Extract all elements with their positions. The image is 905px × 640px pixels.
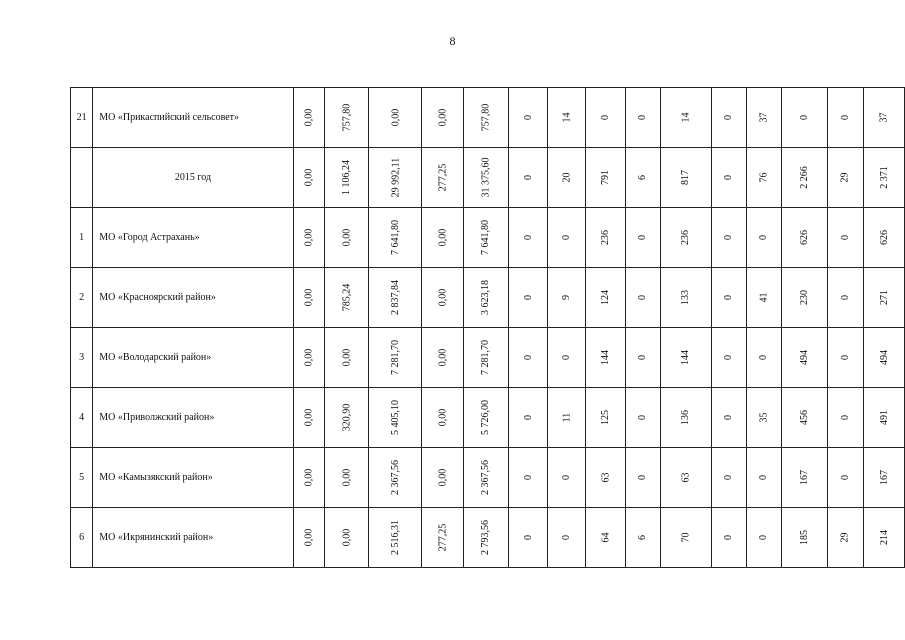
value-text: 0,00 [303, 468, 315, 487]
row-name-cell: МО «Приволжский район» [93, 388, 293, 448]
value-cell [711, 268, 746, 328]
value-cell [463, 208, 509, 268]
value-cell [369, 328, 422, 388]
value-text: 0 [839, 115, 851, 120]
value-cell [827, 148, 863, 208]
value-cell [422, 448, 463, 508]
value-cell [548, 208, 586, 268]
value-cell [782, 448, 828, 508]
value-cell [660, 328, 711, 388]
value-text: 757,80 [480, 103, 492, 132]
value-text: 0 [839, 475, 851, 480]
value-text: 494 [798, 350, 810, 365]
value-text: 7 281,70 [389, 340, 401, 375]
value-text: 0 [758, 235, 770, 240]
value-text: 0 [758, 355, 770, 360]
value-cell [586, 328, 625, 388]
row-name-cell: МО «Камызякский район» [93, 448, 293, 508]
value-cell [422, 508, 463, 568]
value-cell [422, 148, 463, 208]
value-cell [586, 508, 625, 568]
value-text: 133 [680, 290, 692, 305]
value-cell [586, 448, 625, 508]
value-cell [660, 268, 711, 328]
value-cell [369, 148, 422, 208]
value-text: 0 [723, 415, 735, 420]
page-number: 8 [449, 34, 456, 48]
value-text: 0,00 [437, 468, 449, 487]
value-text: 236 [680, 230, 692, 245]
value-text: 0 [522, 175, 534, 180]
value-text: 64 [600, 532, 612, 543]
value-cell [293, 448, 324, 508]
value-text: 0,00 [437, 108, 449, 127]
value-text: 0,00 [389, 108, 401, 127]
value-text: 0 [723, 235, 735, 240]
value-cell [625, 388, 660, 448]
value-cell [827, 388, 863, 448]
value-text: 0 [839, 415, 851, 420]
value-text: 29 [839, 532, 851, 543]
value-cell [548, 508, 586, 568]
value-cell [293, 88, 324, 148]
table-row [71, 388, 905, 448]
value-cell [548, 268, 586, 328]
value-cell [324, 88, 368, 148]
value-text: 167 [878, 470, 890, 485]
data-table [70, 87, 905, 568]
value-text: 70 [680, 532, 692, 543]
value-cell [660, 388, 711, 448]
value-cell [324, 508, 368, 568]
row-name-cell: МО «Володарский район» [93, 328, 293, 388]
value-text: 2 371 [878, 166, 890, 189]
value-cell [463, 508, 509, 568]
value-text: 2 367,56 [480, 460, 492, 495]
value-cell [711, 208, 746, 268]
value-cell [660, 448, 711, 508]
value-text: 0,00 [341, 348, 353, 367]
value-cell [422, 388, 463, 448]
value-text: 37 [878, 112, 890, 123]
value-cell [509, 148, 548, 208]
value-text: 0 [839, 235, 851, 240]
value-cell [463, 148, 509, 208]
value-text: 0 [561, 475, 573, 480]
value-text: 817 [680, 170, 692, 185]
value-text: 0 [723, 175, 735, 180]
value-text: 14 [561, 112, 573, 123]
value-cell [625, 328, 660, 388]
value-text: 124 [600, 290, 612, 305]
value-cell [324, 388, 368, 448]
value-cell [422, 88, 463, 148]
value-cell [586, 268, 625, 328]
value-cell [625, 268, 660, 328]
value-cell [422, 268, 463, 328]
value-cell [422, 328, 463, 388]
value-text: 0 [839, 295, 851, 300]
value-text: 626 [798, 230, 810, 245]
value-cell [586, 208, 625, 268]
value-text: 7 641,80 [389, 220, 401, 255]
value-text: 0 [839, 355, 851, 360]
value-cell [711, 148, 746, 208]
value-cell [864, 148, 905, 208]
value-cell [463, 448, 509, 508]
value-text: 0,00 [303, 348, 315, 367]
value-text: 785,24 [341, 283, 353, 312]
value-cell [827, 88, 863, 148]
value-cell [293, 388, 324, 448]
value-text: 144 [680, 350, 692, 365]
value-text: 0 [637, 415, 649, 420]
value-cell [782, 208, 828, 268]
value-cell [509, 268, 548, 328]
row-name-cell: МО «Красноярский район» [93, 268, 293, 328]
value-text: 31 375,60 [480, 157, 492, 198]
value-text: 63 [600, 472, 612, 483]
value-cell [746, 208, 781, 268]
row-number-cell: 2 [71, 268, 93, 328]
value-text: 277,25 [437, 163, 449, 192]
value-cell [509, 388, 548, 448]
value-cell [324, 268, 368, 328]
value-cell [782, 268, 828, 328]
value-cell [509, 208, 548, 268]
value-cell [625, 448, 660, 508]
value-cell [509, 88, 548, 148]
value-text: 0 [637, 115, 649, 120]
value-text: 125 [600, 410, 612, 425]
value-cell [827, 508, 863, 568]
value-cell [746, 148, 781, 208]
value-cell [369, 448, 422, 508]
value-cell [782, 328, 828, 388]
value-text: 0 [637, 295, 649, 300]
value-text: 6 [637, 535, 649, 540]
value-text: 0 [723, 295, 735, 300]
value-cell [660, 148, 711, 208]
value-text: 0,00 [303, 228, 315, 247]
value-cell [548, 388, 586, 448]
value-text: 0,00 [341, 468, 353, 487]
table-row [71, 148, 905, 208]
value-text: 0 [637, 475, 649, 480]
value-text: 0 [637, 235, 649, 240]
value-text: 2 266 [798, 166, 810, 189]
value-text: 626 [878, 230, 890, 245]
value-cell [711, 388, 746, 448]
value-text: 0,00 [437, 408, 449, 427]
value-cell [463, 388, 509, 448]
value-cell [864, 388, 905, 448]
row-name-cell: МО «Город Астрахань» [93, 208, 293, 268]
table-body [71, 88, 905, 568]
value-text: 0 [561, 235, 573, 240]
value-text: 136 [680, 410, 692, 425]
value-cell [293, 508, 324, 568]
value-text: 63 [680, 472, 692, 483]
value-text: 0 [723, 355, 735, 360]
value-cell [746, 508, 781, 568]
value-cell [463, 328, 509, 388]
value-cell [827, 208, 863, 268]
value-text: 271 [878, 290, 890, 305]
value-text: 2 367,56 [389, 460, 401, 495]
value-text: 0 [723, 115, 735, 120]
value-text: 0,00 [303, 528, 315, 547]
table-row [71, 208, 905, 268]
value-text: 0 [522, 235, 534, 240]
value-cell [782, 508, 828, 568]
value-cell [782, 148, 828, 208]
value-text: 0 [522, 295, 534, 300]
value-cell [660, 208, 711, 268]
value-text: 0,00 [303, 408, 315, 427]
row-number-cell: 1 [71, 208, 93, 268]
value-text: 0 [522, 415, 534, 420]
value-text: 236 [600, 230, 612, 245]
value-text: 0,00 [303, 168, 315, 187]
value-cell [625, 148, 660, 208]
value-text: 5 726,00 [480, 400, 492, 435]
value-cell [369, 388, 422, 448]
row-name-cell: МО «Икрянинский район» [93, 508, 293, 568]
value-text: 37 [758, 112, 770, 123]
value-text: 0 [637, 355, 649, 360]
value-cell [293, 268, 324, 328]
value-cell [509, 448, 548, 508]
value-cell [509, 328, 548, 388]
value-text: 76 [758, 172, 770, 183]
value-text: 491 [878, 410, 890, 425]
table-row [71, 448, 905, 508]
value-cell [369, 88, 422, 148]
value-cell [746, 388, 781, 448]
value-cell [586, 388, 625, 448]
value-cell [293, 148, 324, 208]
value-text: 5 405,10 [389, 400, 401, 435]
value-text: 7 641,80 [480, 220, 492, 255]
value-text: 29 [839, 172, 851, 183]
value-text: 6 [637, 175, 649, 180]
value-cell [293, 208, 324, 268]
value-cell [864, 448, 905, 508]
value-cell [864, 508, 905, 568]
value-text: 2 793,56 [480, 520, 492, 555]
value-cell [864, 328, 905, 388]
value-text: 0 [758, 475, 770, 480]
value-text: 791 [600, 170, 612, 185]
value-text: 167 [798, 470, 810, 485]
value-cell [548, 328, 586, 388]
value-text: 3 623,18 [480, 280, 492, 315]
value-cell [827, 448, 863, 508]
value-text: 0 [522, 115, 534, 120]
value-cell [660, 88, 711, 148]
value-cell [864, 208, 905, 268]
value-cell [746, 268, 781, 328]
value-cell [746, 88, 781, 148]
row-number-cell: 21 [71, 88, 93, 148]
value-text: 0 [522, 535, 534, 540]
value-text: 41 [758, 292, 770, 303]
value-cell [369, 508, 422, 568]
value-text: 0 [561, 535, 573, 540]
value-text: 0,00 [341, 228, 353, 247]
value-text: 0,00 [437, 348, 449, 367]
value-cell [548, 88, 586, 148]
value-cell [463, 88, 509, 148]
row-number-cell: 6 [71, 508, 93, 568]
row-number-cell: 3 [71, 328, 93, 388]
row-number-cell: 4 [71, 388, 93, 448]
table-row [71, 268, 905, 328]
value-text: 29 992,11 [389, 157, 401, 198]
value-text: 0,00 [341, 528, 353, 547]
value-text: 0 [561, 355, 573, 360]
value-cell [548, 148, 586, 208]
value-cell [746, 448, 781, 508]
value-cell [711, 448, 746, 508]
value-cell [864, 268, 905, 328]
value-cell [369, 208, 422, 268]
value-text: 0,00 [437, 228, 449, 247]
value-text: 0 [522, 475, 534, 480]
value-cell [324, 148, 368, 208]
value-cell [324, 328, 368, 388]
value-text: 0 [600, 115, 612, 120]
table-row [71, 508, 905, 568]
value-text: 757,80 [341, 103, 353, 132]
value-text: 14 [680, 112, 692, 123]
value-cell [293, 328, 324, 388]
value-text: 494 [878, 350, 890, 365]
value-cell [625, 88, 660, 148]
value-cell [711, 328, 746, 388]
row-name-cell: МО «Прикаспийский сельсовет» [93, 88, 293, 148]
table-row [71, 88, 905, 148]
value-text: 0 [723, 475, 735, 480]
value-text: 7 281,70 [480, 340, 492, 375]
value-cell [711, 508, 746, 568]
value-cell [660, 508, 711, 568]
value-text: 35 [758, 412, 770, 423]
value-text: 2 837,84 [389, 280, 401, 315]
value-cell [625, 208, 660, 268]
row-number-cell: 5 [71, 448, 93, 508]
value-cell [422, 208, 463, 268]
value-text: 1 106,24 [341, 160, 353, 195]
value-text: 0 [798, 115, 810, 120]
value-text: 214 [878, 530, 890, 545]
value-text: 0,00 [437, 288, 449, 307]
value-text: 9 [561, 295, 573, 300]
value-cell [827, 268, 863, 328]
value-text: 320,90 [341, 403, 353, 432]
value-cell [369, 268, 422, 328]
value-cell [586, 88, 625, 148]
value-cell [548, 448, 586, 508]
value-cell [746, 328, 781, 388]
value-cell [625, 508, 660, 568]
value-cell [782, 388, 828, 448]
value-cell [324, 208, 368, 268]
value-cell [324, 448, 368, 508]
value-text: 2 516,31 [389, 520, 401, 555]
value-cell [586, 148, 625, 208]
value-cell [463, 268, 509, 328]
value-cell [864, 88, 905, 148]
value-text: 20 [561, 172, 573, 183]
value-text: 185 [798, 530, 810, 545]
value-cell [782, 88, 828, 148]
value-cell [509, 508, 548, 568]
value-text: 0 [723, 535, 735, 540]
value-text: 277,25 [437, 523, 449, 552]
table-row [71, 328, 905, 388]
value-text: 0 [758, 535, 770, 540]
value-text: 144 [600, 350, 612, 365]
value-text: 0,00 [303, 108, 315, 127]
value-text: 456 [798, 410, 810, 425]
row-name-cell: 2015 год [93, 148, 293, 208]
row-number-cell [71, 148, 93, 208]
value-text: 0,00 [303, 288, 315, 307]
value-text: 11 [561, 412, 573, 423]
value-cell [711, 88, 746, 148]
value-text: 0 [522, 355, 534, 360]
value-cell [827, 328, 863, 388]
value-text: 230 [798, 290, 810, 305]
